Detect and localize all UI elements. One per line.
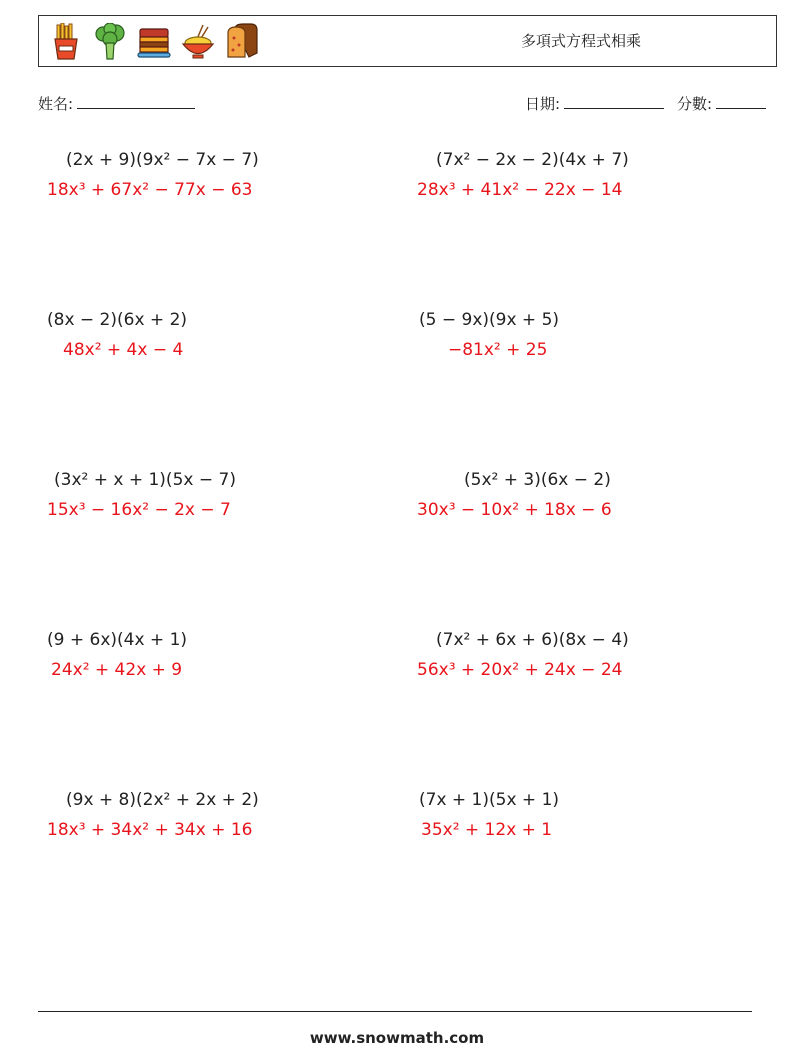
footer-site: www.snowmath.com xyxy=(309,1029,485,1047)
problem-4: (5 − 9x)(9x + 5) xyxy=(419,310,560,330)
name-field xyxy=(38,93,195,114)
answer-6: 30x³ − 10x² + 18x − 6 xyxy=(417,500,612,520)
answer-9: 18x³ + 34x² + 34x + 16 xyxy=(47,820,253,840)
toast-icon xyxy=(225,23,259,61)
problem-3: (8x − 2)(6x + 2) xyxy=(47,310,188,330)
problem-2: (7x² − 2x − 2)(4x + 7) xyxy=(436,150,629,170)
name-blank[interactable] xyxy=(77,94,195,109)
problem-10: (7x + 1)(5x + 1) xyxy=(419,790,560,810)
problem-6: (5x² + 3)(6x − 2) xyxy=(464,470,611,490)
problem-7: (9 + 6x)(4x + 1) xyxy=(47,630,188,650)
fries-icon xyxy=(49,23,83,61)
name-label: 姓名: xyxy=(38,95,74,113)
problem-5: (3x² + x + 1)(5x − 7) xyxy=(54,470,236,490)
answer-4: −81x² + 25 xyxy=(448,340,548,360)
noodle-bowl-icon xyxy=(181,23,215,61)
date-field xyxy=(525,93,664,114)
cake-icon xyxy=(137,23,171,61)
header-box xyxy=(38,15,777,67)
score-blank[interactable] xyxy=(716,94,766,109)
worksheet-title: 多項式方程式相乘 xyxy=(521,32,642,50)
problem-1: (2x + 9)(9x² − 7x − 7) xyxy=(66,150,259,170)
date-label: 日期: xyxy=(525,95,561,113)
answer-7: 24x² + 42x + 9 xyxy=(51,660,183,680)
score-field xyxy=(677,93,766,114)
answer-2: 28x³ + 41x² − 22x − 14 xyxy=(417,180,623,200)
answer-1: 18x³ + 67x² − 77x − 63 xyxy=(47,180,253,200)
broccoli-icon xyxy=(93,23,127,61)
answer-5: 15x³ − 16x² − 2x − 7 xyxy=(47,500,231,520)
footer-divider xyxy=(38,1011,752,1012)
problem-9: (9x + 8)(2x² + 2x + 2) xyxy=(66,790,259,810)
answer-10: 35x² + 12x + 1 xyxy=(421,820,553,840)
date-blank[interactable] xyxy=(564,94,664,109)
answer-8: 56x³ + 20x² + 24x − 24 xyxy=(417,660,623,680)
answer-3: 48x² + 4x − 4 xyxy=(63,340,184,360)
problem-8: (7x² + 6x + 6)(8x − 4) xyxy=(436,630,629,650)
score-label: 分數: xyxy=(677,95,713,113)
icon-strip xyxy=(49,22,259,62)
